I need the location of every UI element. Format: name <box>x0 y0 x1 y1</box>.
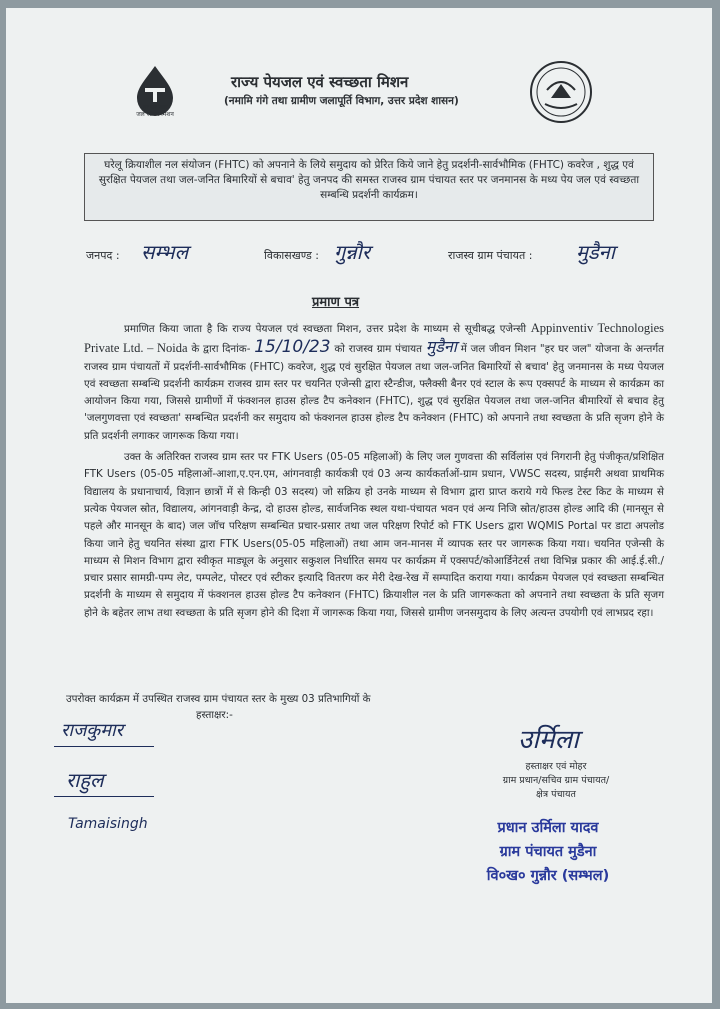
agency-name: Appinventiv Technologies Private Ltd. – Noida <box>84 321 664 356</box>
jal-jeevan-mission-logo <box>131 64 179 124</box>
village-value: मुडैना <box>425 337 457 357</box>
emblem-seal-icon <box>521 60 601 124</box>
org-title: राज्य पेयजल एवं स्वच्छता मिशन <box>231 73 409 91</box>
logo-subtext: जल जीवन मिशन <box>136 111 174 118</box>
block-label: विकासखण्ड : <box>264 249 320 262</box>
participants-text: उपरोक्त कार्यक्रम में उपस्थित राजस्व ग्राम पंचायत स्तर के मुख्य 03 प्रतिभागियों के <box>66 693 371 705</box>
paragraph-2: उक्त के अतिरिक्त राजस्व ग्राम स्तर पर FTK Users (05-05 महिलाओं) के लिए जल गुणवत्ता की सर्विलांस एवं निगरानी हेतु पंजीकृत/प्रशिक्षित FTK Users (05-05 महिलाओं-आशा,ए.एन.एम, आंगनवाड़ी कार्यकत्री एवं 03 अन्य कार्यकर्ताओं-ग्राम प्रधान, VWSC सदस्य, प्राईमरी अथवा प्राथमिक विद्यालय के प्रधानाचार्य, विज्ञान छात्रों में से किन्ही 03 सदस्य) जो सक्रिय हो उनके माध्यम से विभाग द्वारा प्राप्त कराये गये फिल्ड टेस्ट किट के माध्यम से प्रत्येक पेयजल स्रोत, विद्यालय, आंगनवाड़ी केन्द्र, दो हाउस होल्ड, सार्वजनिक स्थल यथा-पंचायत भवन एवं अन्य निजि स्रोत/हाउस होल्ड आदि की (मानसून से पहले और मानसून के बाद) जल जॉच परिक्षण सम्बन्धित प्रचार-प्रसार तथा जल परिक्षण रिपोर्ट को FTK Users द्वारा WQMIS Portal पर डाटा अपलोड किया जाने हेतु चयनित संस्था द्वारा FTK Users(05-05 महिलाओं) तथा आम जन-मानस में व्यापक स्तर पर जागरूक किया गया। चयनित एजेन्सी के माध्यम से मिशन विभाग द्वारा स्वीकृत माड्यूल के अनुसार सकुशल निर्धारित समय पर कार्यक्रम में एक्सपर्ट/कोआर्डिनेटर्स तथा विभिन्न प्रकार की आई.ई.सी./प्रचार प्रसार सामग्री-पम्प लेट, पम्पलेट, पोस्टर एवं स्टीकर इत्यादि वितरण कर मेरी देख-रेख में सम्पादित कराया गया। कार्यक्रम पेयजल एवं स्वच्छता सम्बन्धित प्रदर्शनी के माध्यम से समुदाय में फंक्शनल हाउस होल्ड टैप कनेक्शन (FHTC) क्रियाशील नल के प्रति जागरूकता को अपनाने तथा स्वच्छता के प्रति सृजग होने के बहेतर लाभ तथा स्वच्छता के प्रति सृजग होने की दिशा में जागरूक किया गया, जिससे ग्रामीण जनसमुदाय के लिए अत्यन्त उपयोगी एवं लाभप्रद रहा। <box>84 451 664 619</box>
pradhan-signature: उर्मिला <box>518 725 579 755</box>
signatures-label: हस्ताक्षर:- <box>196 709 233 721</box>
para1-rest: में जल जीवन मिशन "हर घर जल" योजना के अन्तर्गत राजस्व ग्राम पंचायतों में प्रदर्शनी-सार्वभौमिक (FHTC) कवरेज, शुद्ध एवं सुरक्षित पेयजल तथा जल-जनित बिमारियों से बचाव' हेतु जनमानस के मध्य पेयजल एवं स्वच्छता सम्बन्धि प्रदर्शनी कार्यक्रम राजस्व ग्राम स्तर पर चयनित एजेन्सी द्वारा स्टैन्डीज, फ्लैक्सी बैनर एवं स्टाल के रूप एक्सपर्ट के माध्यम से कार्यक्रम का आयोजन किया गया, जिससे ग्रामीणों में फंक्शनल हाउस होल्ड टैप कनेक्शन (FHTC), शुद्ध एवं सुरक्षित पेयजल तथा जल-जनित बीमारियों से बचाव हेतु 'जलगुणवत्ता एवं स्वच्छता' सम्बन्धित प्रदर्शनी कर समुदाय को फंक्शनल हाउस होल्ड टैप कनेक्शन (FHTC) को अपनाने तथा स्वच्छता के प्रति सृजग होने के प्रति प्रदर्शनी लगाकर जागरूक किया गया। <box>84 343 664 442</box>
block-value: गुन्नौर <box>334 240 371 264</box>
signature-line-2 <box>54 796 154 797</box>
panchayat-value: मुडैना <box>576 240 615 264</box>
document-page <box>6 8 712 1003</box>
participant-signature-1: राजकुमार <box>61 720 123 741</box>
stamp-line-3: वि०ख० गुन्नौर (सम्भल) <box>486 868 610 884</box>
sign-block-line-2: ग्राम प्रधान/सचिव ग्राम पंचायत/ <box>502 775 610 786</box>
program-description-box <box>84 153 654 221</box>
para1-after-date: को राजस्व ग्राम पंचायत <box>330 343 423 356</box>
date-label: के द्वारा दिनांक- <box>187 343 255 356</box>
stamp-line-1: प्रधान उर्मिला यादव <box>497 820 599 836</box>
sign-block-line-1: हस्ताक्षर एवं मोहर <box>525 761 587 772</box>
signature-line-1 <box>54 746 154 747</box>
participant-signature-2: राहुल <box>66 768 104 792</box>
up-state-emblem <box>521 60 601 124</box>
pradhan-stamp <box>438 816 658 888</box>
date-value: 15/10/23 <box>254 337 331 358</box>
para1-start: प्रमाणित किया जाता है कि राज्य पेयजल एवं स्वच्छता मिशन, उत्तर प्रदेश के माध्यम से सूचीबद्ध एजेन्सी <box>124 323 527 335</box>
org-subtitle: (नमामि गंगे तथा ग्रामीण जलापूर्ति विभाग, उत्तर प्रदेश शासन) <box>224 95 459 107</box>
participant-signature-3: Tamaisingh <box>68 816 148 832</box>
logo-text: हर घर जल <box>143 104 167 111</box>
sign-block-line-3: क्षेत्र पंचायत <box>536 789 576 800</box>
certificate-body <box>84 320 664 622</box>
signatory-block <box>461 760 651 802</box>
paragraph-1 <box>84 320 664 445</box>
district-label: जनपद : <box>86 249 120 262</box>
certificate-title: प्रमाण पत्र <box>312 295 360 310</box>
district-value: सम्भल <box>141 240 189 264</box>
panchayat-label: राजस्व ग्राम पंचायत : <box>448 249 533 262</box>
stamp-line-2: ग्राम पंचायत मुडैना <box>499 844 597 860</box>
program-description: घरेलू क्रियाशील नल संयोजन (FHTC) को अपनाने के लिये समुदाय को प्रेरित किये जाने हेतु प्रदर्शनी-सार्वभौमिक (FHTC) कवरेज , शुद्ध एवं सुरक्षित पेयजल तथा जल-जनित बिमारियों से बचाव' हेतु जनपद की समस्त राजस्व ग्राम पंचायत स्तर पर जनमानस के मध्य पेय जल एवं स्वच्छता सम्बन्धि प्रदर्शनी कार्यक्रम। <box>98 159 640 201</box>
